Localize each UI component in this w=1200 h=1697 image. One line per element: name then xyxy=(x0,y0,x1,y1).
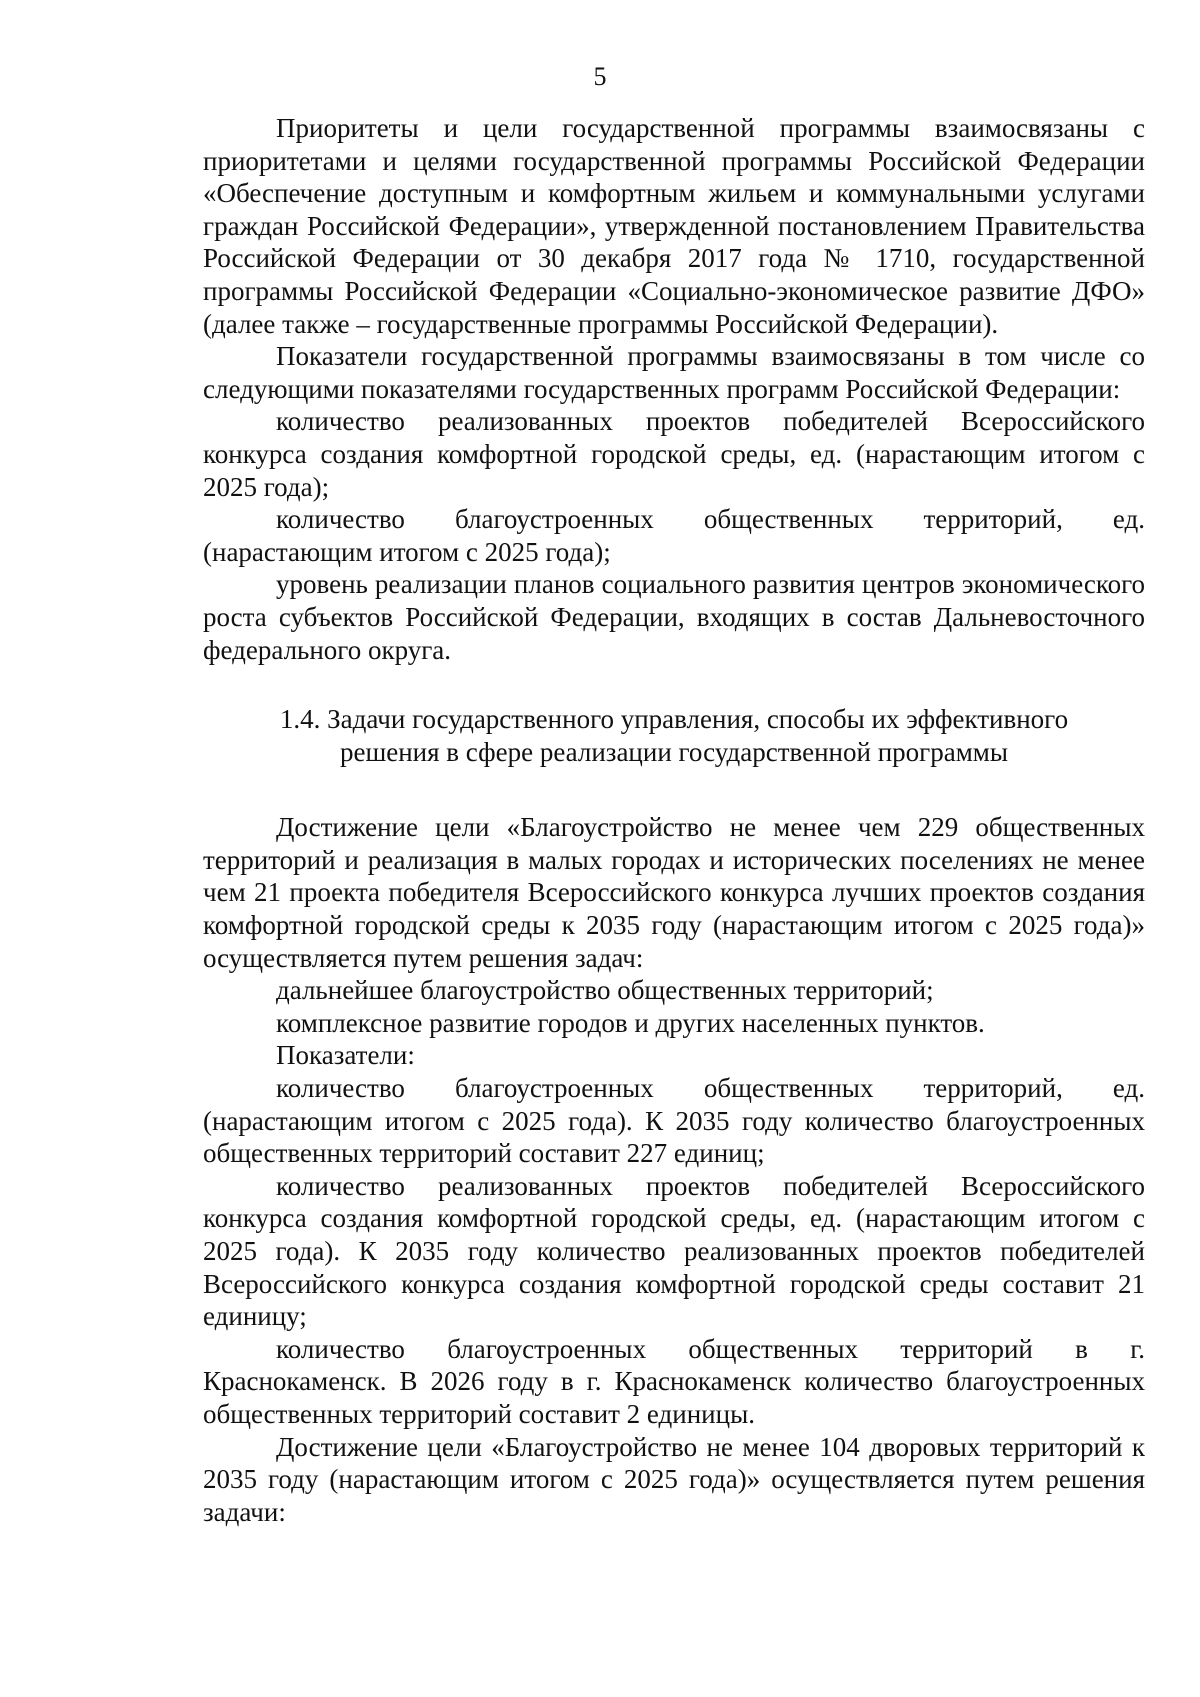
paragraph-indicators-intro: Показатели государственной программы взаимосвязаны в том числе со следующими показателями государственных программ Российской Федерации: xyxy=(203,341,1145,404)
paragraph-indicator-growth-centers: уровень реализации планов социального развития центров экономического роста субъектов Российской Федерации, входящих в состав Дальневосточного федерального округа. xyxy=(203,569,1145,665)
paragraph-indicator-projects: количество реализованных проектов победителей Всероссийского конкурса создания комфортной городской среды, ед. (нарастающим итогом с 2025 года); xyxy=(203,406,1145,502)
paragraph-goal-public-territories: Достижение цели «Благоустройство не менее чем 229 общественных территорий и реализация в малых городах и исторических поселениях не менее чем 21 проекта победителя Всероссийского конкурса лучших проектов создания комфортной городской среды к 2035 году (нарастающим итогом с 2025 года)» осуществляется путем решения задач: xyxy=(203,812,1145,973)
paragraph-task-development: комплексное развитие городов и других населенных пунктов. xyxy=(276,1007,985,1038)
paragraph-indicator-21-projects: количество реализованных проектов победителей Всероссийского конкурса создания комфортной городской среды, ед. (нарастающим итогом с 2025 года). К 2035 году количество реализованных проектов победителей Всероссийского конкурса создания комфортной городской среды составит 21 единицу; xyxy=(203,1170,1145,1332)
paragraph-indicators-label: Показатели: xyxy=(276,1040,415,1071)
paragraph-indicator-territories: количество благоустроенных общественных территорий, ед. (нарастающим итогом с 2025 года); xyxy=(203,504,1145,567)
page-number: 5 xyxy=(593,62,607,91)
paragraph-indicator-krasnokamensk: количество благоустроенных общественных территорий в г. Краснокаменск. В 2026 году в г. Краснокаменск количество благоустроенных общественных территорий составит 2 единицы. xyxy=(203,1333,1145,1429)
section-heading-1-4 xyxy=(203,703,1145,768)
paragraph-goal-yard-territories: Достижение цели «Благоустройство не менее 104 дворовых территорий к 2035 году (нарастающим итогом с 2025 года)» осуществляется путем решения задачи: xyxy=(203,1431,1145,1527)
section-heading-line-2: решения в сфере реализации государственной программы xyxy=(339,736,1009,767)
document-body xyxy=(203,112,1145,1528)
paragraph-indicator-227: количество благоустроенных общественных территорий, ед. (нарастающим итогом с 2025 года). К 2035 году количество благоустроенных общественных территорий составит 227 единиц; xyxy=(203,1073,1145,1169)
paragraph-priorities: Приоритеты и цели государственной программы взаимосвязаны с приоритетами и целями государственной программы Российской Федерации «Обеспечение доступным и комфортным жильем и коммунальными услугами граждан Российской Федерации», утвержденной постановлением Правительства Российской Федерации от 30 декабря 2017 года № 1710, государственной программы Российской Федерации «Социально-экономическое развитие ДФО» (далее также – государственные программы Российской Федерации). xyxy=(203,113,1145,339)
section-heading-line-1: 1.4. Задачи государственного управления, способы их эффективного xyxy=(279,704,1069,735)
paragraph-task-improvement: дальнейшее благоустройство общественных территорий; xyxy=(276,975,934,1006)
